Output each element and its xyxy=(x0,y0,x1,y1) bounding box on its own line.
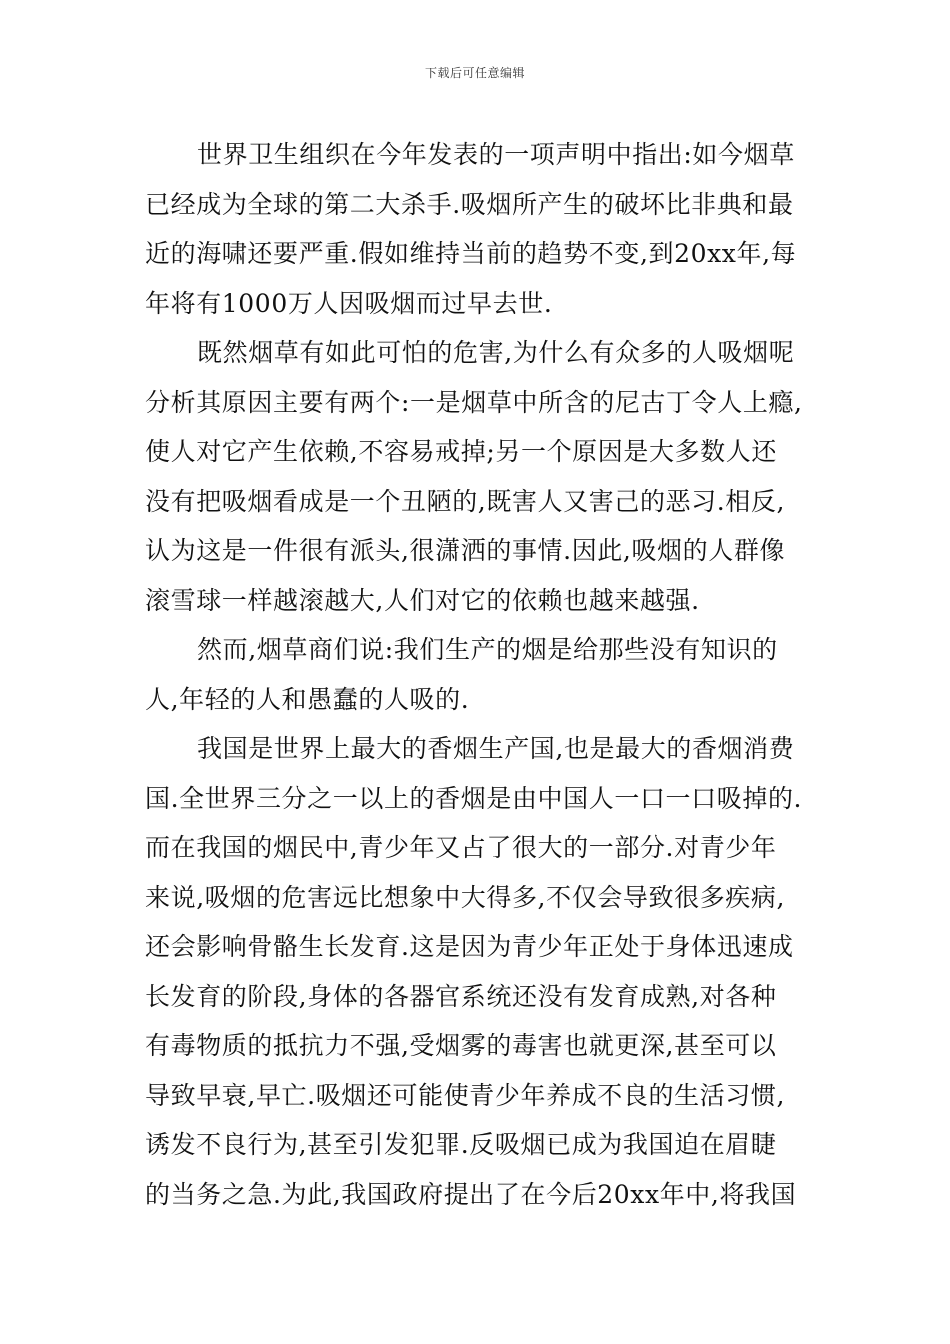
text-line: 导致早衰,早亡.吸烟还可能使青少年养成不良的生活习惯, xyxy=(145,1080,786,1110)
text-line: 来说,吸烟的危害远比想象中大得多,不仅会导致很多疾病, xyxy=(145,882,786,912)
text-line: 近的海啸还要严重.假如维持当前的趋势不变,到20xx年,每 xyxy=(145,239,797,268)
text-line: 人,年轻的人和愚蠢的人吸的. xyxy=(145,684,470,714)
text-line: 然而,烟草商们说:我们生产的烟是给那些没有知识的 xyxy=(197,635,778,664)
text-line: 世界卫生组织在今年发表的一项声明中指出:如今烟草 xyxy=(197,140,795,169)
text-line: 年将有1000万人因吸烟而过早去世. xyxy=(145,288,553,318)
page-header: 下载后可任意编辑 xyxy=(424,66,525,80)
text-line: 认为这是一件很有派头,很潇洒的事情.因此,吸烟的人群像 xyxy=(145,536,786,565)
text-line: 使人对它产生依赖,不容易戒掉;另一个原因是大多数人还 xyxy=(145,437,777,466)
text-line: 长发育的阶段,身体的各器官系统还没有发育成熟,对各种 xyxy=(145,981,777,1011)
text-line: 我国是世界上最大的香烟生产国,也是最大的香烟消费 xyxy=(197,734,795,763)
text-line: 有毒物质的抵抗力不强,受烟雾的毒害也就更深,甚至可以 xyxy=(145,1031,777,1060)
text-line: 既然烟草有如此可怕的危害,为什么有众多的人吸烟呢 xyxy=(197,338,795,367)
text-line: 滚雪球一样越滚越大,人们对它的依赖也越来越强. xyxy=(145,585,700,615)
text-line: 的当务之急.为此,我国政府提出了在今后20xx年中,将我国 xyxy=(145,1179,797,1209)
text-line: 还会影响骨骼生长发育.这是因为青少年正处于身体迅速成 xyxy=(145,932,794,961)
text-line: 分析其原因主要有两个:一是烟草中所含的尼古丁令人上瘾, xyxy=(145,387,803,417)
text-line: 而在我国的烟民中,青少年又占了很大的一部分.对青少年 xyxy=(145,833,777,862)
text-line: 已经成为全球的第二大杀手.吸烟所产生的破坏比非典和最 xyxy=(145,189,794,219)
text-line: 没有把吸烟看成是一个丑陋的,既害人又害己的恶习.相反, xyxy=(145,486,786,516)
text-line: 诱发不良行为,甚至引发犯罪.反吸烟已成为我国迫在眉睫 xyxy=(145,1130,777,1159)
document-body xyxy=(145,130,815,1219)
text-line: 国.全世界三分之一以上的香烟是由中国人一口一口吸掉的. xyxy=(145,783,803,813)
